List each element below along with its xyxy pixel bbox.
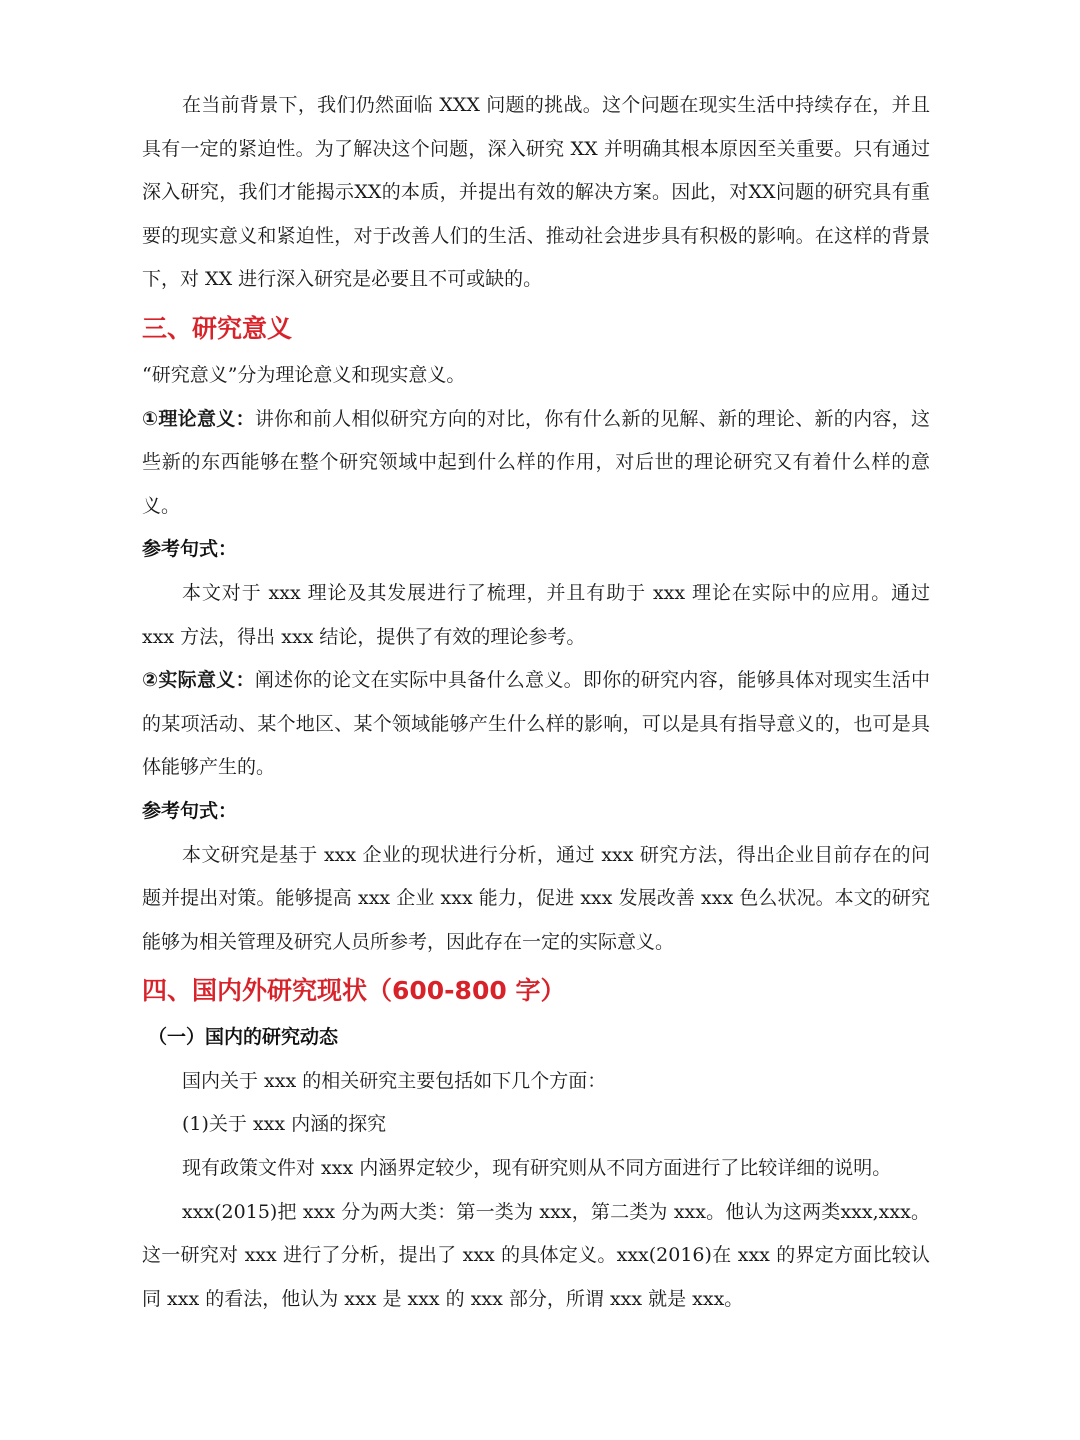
practical-significance-label: ②实际意义：: [142, 669, 255, 692]
domestic-intro-paragraph: 国内关于 xxx 的相关研究主要包括如下几个方面：: [182, 1069, 607, 1092]
reference-pattern-text-2: 本文研究是基于 xxx 企业的现状进行分析，通过 xxx 研究方法，得出企业目前存在的问题并提出对策。能够提高 xxx 企业 xxx 能力，促进 xxx 发展改善 xxx 色么状况。本文的研究能够为相关管理及研究人员所参考，因此存在一定的实际意义。: [142, 843, 930, 953]
reference-pattern-label-2: 参考句式：: [142, 799, 238, 822]
section-heading-research-significance: 三、研究意义: [142, 313, 293, 343]
theory-significance-text: 讲你和前人相似研究方向的对比，你有什么新的见解、新的理论、新的内容，这些新的东西能够在整个研究领域中起到什么样的作用，对后世的理论研究又有着什么样的意义。: [142, 407, 930, 517]
connotation-paragraph: 现有政策文件对 xxx 内涵界定较少，现有研究则从不同方面进行了比较详细的说明。: [182, 1157, 892, 1180]
reference-pattern-text-1: 本文对于 xxx 理论及其发展进行了梳理，并且有助于 xxx 理论在实际中的应用。通过 xxx 方法，得出 xxx 结论，提供了有效的理论参考。: [142, 581, 930, 648]
background-paragraph: 在当前背景下，我们仍然面临 XXX 问题的挑战。这个问题在现实生活中持续存在，并且具有一定的紧迫性。为了解决这个问题，深入研究 XX 并明确其根本原因至关重要。只有通过深入研究，我们才能揭示XX的本质，并提出有效的解决方案。因此，对XX问题的研究具有重要的现实意义和紧迫性，对于改善人们的生活、推动社会进步具有积极的影响。在这样的背景下，对 XX 进行深入研究是必要且不可或缺的。: [142, 94, 930, 291]
literature-review-paragraph: xxx(2015)把 xxx 分为两大类：第一类为 xxx，第二类为 xxx。他认为这两类xxx,xxx。这一研究对 xxx 进行了分析，提出了 xxx 的具体定义。xxx(2016)在 xxx 的界定方面比较认同 xxx 的看法，他认为 xxx 是 xxx 的 xxx 部分，所谓 xxx 就是 xxx。: [142, 1200, 930, 1310]
practical-significance-text: 阐述你的论文在实际中具备什么意义。即你的研究内容，能够具体对现实生活中的某项活动、某个地区、某个领域能够产生什么样的影响，可以是具有指导意义的，也可是具体能够产生的。: [142, 669, 930, 779]
reference-pattern-label-1: 参考句式：: [142, 538, 238, 561]
subheading-domestic-research: （一）国内的研究动态: [148, 1026, 339, 1049]
significance-intro: “研究意义”分为理论意义和现实意义。: [142, 363, 466, 386]
theory-significance-label: ①理论意义：: [142, 407, 255, 430]
theory-significance-paragraph: [142, 398, 930, 529]
connotation-item-heading: (1)关于 xxx 内涵的探究: [182, 1113, 387, 1136]
section-heading-research-status: 四、国内外研究现状（600-800 字）: [142, 976, 566, 1006]
practical-significance-paragraph: [142, 659, 930, 790]
